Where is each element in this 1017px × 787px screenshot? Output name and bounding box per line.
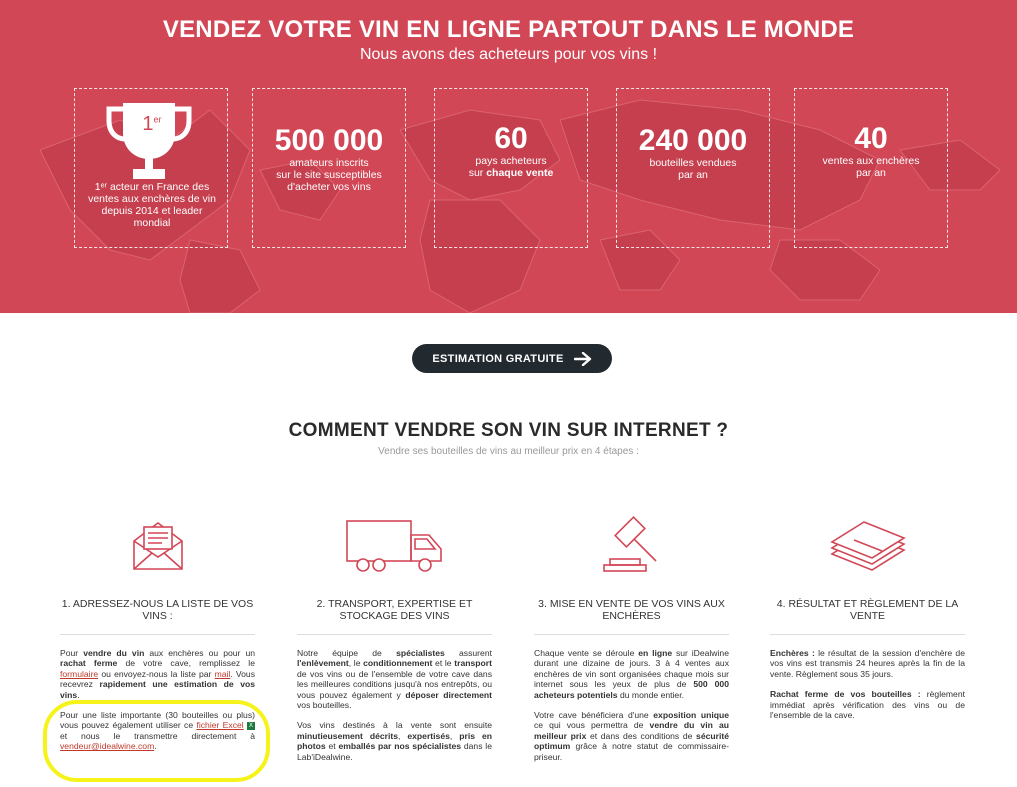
text-bold: l'enlèvement	[297, 658, 349, 669]
text-bold: pris en photos	[297, 730, 492, 752]
text-bold: spécialistes	[396, 648, 445, 658]
divider	[60, 634, 255, 635]
text-bold: en ligne	[638, 648, 673, 658]
stat-number: 60	[494, 122, 528, 155]
step-label: 4. RÉSULTAT ET RÈGLEMENT DE LA VENTE	[776, 598, 959, 622]
stat-desc-line: bouteilles vendues	[649, 157, 737, 169]
rank-suffix: er	[153, 114, 162, 125]
seller-email-link[interactable]: vendeur@idealwine.com	[60, 741, 155, 752]
text: Pour une liste importante (30 bouteilles ou plus) vous pouvez également utiliser ce	[60, 710, 255, 731]
step-paragraph	[297, 648, 492, 710]
text-bold: exposition unique	[653, 710, 729, 721]
step-paragraph	[60, 648, 255, 700]
stat-description	[795, 155, 947, 179]
divider	[534, 634, 729, 635]
text-bold: Enchères :	[770, 648, 815, 658]
stat-desc-line: d'acheter vos vins	[287, 181, 371, 193]
step-2	[297, 510, 492, 772]
text: Chaque vente se déroule	[534, 648, 639, 658]
text: .	[77, 689, 80, 700]
truck-icon	[345, 515, 445, 575]
stat-box-bottles	[616, 88, 770, 248]
text-bold: vendre du vin	[83, 648, 145, 658]
text: grâce à notre statut de commissaire-priseur.	[534, 741, 729, 762]
stat-description	[617, 157, 769, 181]
text-bold: vendre du vin au meilleur prix	[534, 720, 729, 741]
stat-desc-line: sur le site susceptibles	[276, 169, 382, 181]
stat-desc-bold: chaque vente	[486, 167, 554, 179]
excel-icon: X	[249, 723, 254, 730]
text: et dans des conditions de	[586, 730, 697, 741]
stat-desc-line: par an	[856, 167, 886, 179]
stat-number: 240 000	[638, 124, 748, 157]
stat-box-leader	[74, 88, 228, 248]
arrow-right-icon	[574, 352, 592, 366]
stat-number: 40	[854, 122, 888, 155]
text: et nous le transmettre directement à	[60, 730, 255, 741]
text: de votre cave, remplissez le	[117, 658, 255, 669]
step-icon-wrapper	[60, 510, 255, 580]
text: de vos vins ou de l'ensemble de votre cave dans les meilleures conditions jusqu'à nos entrepôts, ou vous pouvez également y	[297, 668, 492, 700]
step-label: 1. ADRESSEZ-NOUS LA LISTE DE VOS VINS :	[61, 598, 254, 622]
step-paragraph	[770, 648, 965, 679]
stat-desc-prefix: sur	[468, 167, 487, 179]
text: , le	[348, 658, 364, 669]
text: du monde entier.	[617, 689, 684, 700]
step-body	[297, 648, 492, 762]
stat-description	[435, 155, 587, 179]
step-paragraph	[770, 689, 965, 720]
stat-desc-line: pays acheteurs	[475, 155, 547, 167]
text-bold: Rachat ferme de vos bouteilles :	[770, 689, 921, 700]
text: .	[154, 741, 157, 752]
divider	[297, 634, 492, 635]
stat-desc-line: amateurs inscrits	[289, 157, 369, 169]
text-bold: rachat ferme	[60, 658, 118, 669]
hero-title: VENDEZ VOTRE VIN EN LIGNE PARTOUT DANS LE MONDE	[162, 16, 855, 43]
text-bold: sécurité optimum	[534, 730, 730, 752]
text: et le	[432, 658, 455, 669]
trophy-icon	[103, 99, 195, 183]
step-body	[770, 648, 965, 720]
text-bold: conditionnement	[363, 658, 433, 669]
gavel-icon	[600, 515, 664, 575]
stat-description: 1ᵉʳ acteur en France des ventes aux enchères de vin depuis 2014 et leader mondial	[88, 181, 216, 229]
text: sur iDealwine durant une dizaine de jours. 3 à 4 ventes aux enchères de vin sont organisées chaque mois sur internet sous les yeux de plus de	[534, 648, 729, 690]
form-link[interactable]: formulaire	[60, 668, 99, 679]
text: Pour	[60, 648, 84, 658]
stat-box-countries	[434, 88, 588, 248]
stat-number: 500 000	[274, 124, 384, 157]
hero-banner	[0, 0, 1017, 313]
text: ,	[449, 730, 460, 741]
text-bold: emballés par nos spécialistes	[338, 741, 462, 752]
step-paragraph	[534, 648, 729, 700]
text: Notre équipe de	[297, 648, 397, 658]
text: ,	[398, 730, 408, 741]
text: règlement immédiat après vérification des vins ou de l'ensemble de la cave.	[770, 689, 966, 721]
banknotes-icon	[828, 516, 908, 574]
stat-box-auctions	[794, 88, 948, 248]
step-paragraph	[534, 710, 729, 762]
cta-label: ESTIMATION GRATUITE	[432, 352, 564, 365]
text-bold: 500 000 acheteurs potentiels	[534, 679, 729, 700]
step-icon-wrapper	[534, 510, 729, 580]
text: . Vous recevrez	[60, 668, 255, 690]
text: Votre cave bénéficiera d'une	[534, 710, 654, 721]
text: ce qui vous permettra de	[534, 720, 650, 731]
text: et	[325, 741, 339, 752]
stat-description	[253, 157, 405, 193]
yellow-highlight-annotation	[43, 700, 270, 782]
rank-number: 1	[142, 113, 154, 135]
step-icon-wrapper	[297, 510, 492, 580]
text-bold: transport	[454, 658, 492, 669]
text-bold: minutieusement décrits	[297, 730, 399, 741]
step-label: 2. TRANSPORT, EXPERTISE ET STOCKAGE DES VINS	[316, 598, 473, 622]
step-paragraph	[297, 720, 492, 762]
free-estimate-button[interactable]	[412, 344, 612, 373]
text: ou envoyez-nous la liste par	[98, 668, 215, 679]
envelope-icon	[130, 519, 186, 571]
stat-desc-line: ventes aux enchères	[822, 155, 920, 167]
section-title: COMMENT VENDRE SON VIN SUR INTERNET ?	[288, 420, 729, 441]
step-3	[534, 510, 729, 772]
excel-file-link[interactable]: fichier Excel	[196, 720, 244, 731]
divider	[770, 634, 965, 635]
stat-desc-line	[445, 167, 577, 179]
stat-box-members	[252, 88, 406, 248]
step-4	[770, 510, 965, 730]
text-bold: expertisés	[407, 730, 450, 741]
text: Vos vins destinés à la vente sont ensuite	[297, 720, 492, 731]
step-label: 3. MISE EN VENTE DE VOS VINS AUX ENCHÈRES	[538, 598, 725, 622]
mail-link[interactable]: mail	[214, 668, 231, 679]
hero-subtitle: Nous avons des acheteurs pour vos vins !	[359, 46, 658, 63]
step-icon-wrapper	[770, 510, 965, 580]
text: assurent	[444, 648, 492, 658]
text-bold: déposer directement	[405, 689, 492, 700]
step-body	[534, 648, 729, 762]
section-subtitle: Vendre ses bouteilles de vins au meilleur prix en 4 étapes :	[378, 446, 639, 457]
text: vos bouteilles.	[297, 700, 352, 711]
text-bold: rapidement une estimation de vos vins	[60, 679, 255, 700]
trophy-rank	[75, 113, 229, 136]
stat-desc-line: par an	[678, 169, 708, 181]
text: dans le Lab'iDealwine.	[297, 741, 492, 762]
text: le résultat de la session d'enchère de vos vins est transmis 24 heures après la fin de la vente. Règlement sous 35 jours.	[770, 648, 965, 679]
text: aux enchères ou pour un	[144, 648, 256, 658]
